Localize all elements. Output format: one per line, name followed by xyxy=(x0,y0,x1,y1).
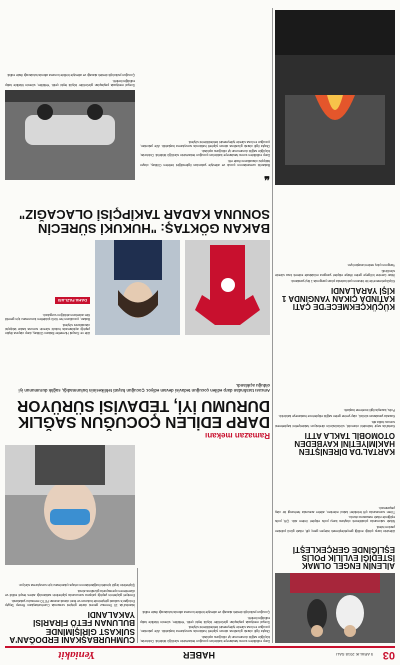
darp-paragraph: Çocuğun psikolojik destek alacağı ve ailesiyle birlikte koruma altında tutulacağı ifade edildi. xyxy=(141,610,270,615)
cumhurbaskani-paragraph: İstanbul'da 15 Temmuz gecesi darbe girişimi sırasında Cumhurbaşkanı Recep Tayyip Erdoğan'a suikast girişiminde bulunan ve firari olarak aranan FETÖ mensubu yakalandı. xyxy=(5,598,135,607)
baskan-paragraph: Aile ve Sosyal Hizmetler Bakanı Göktaş, darp olayına ilişkin yaptığı açıklamada hukuki sürecin sonuna kadar takipçisi olacaklarını söyledi. xyxy=(5,323,90,335)
kucukcekmece-paragraph: İhbar üzerine bölgeye gelen itfaiye ekipleri yangına müdahale ederek kısa sürede söndürdü. xyxy=(275,268,395,277)
fire-photo xyxy=(275,10,395,185)
kartal-paragraph: Kartal'da seyir halindeki otomobil, sürücüsünün direksiyon hakimiyetini kaybetmesi sonucu takla attı. xyxy=(275,419,395,428)
kartal-headline: KARTAL'DA DİRENİŞTEN HAKİMİYETİNİ KAYBEDEN OTOMOBİL TAKLA ATTI xyxy=(294,430,395,456)
darp-headline: DARP EDİLEN ÇOCUĞUN SAĞLIK DURUMU İYİ, TEDAVİSİ SÜRÜYOR xyxy=(17,397,270,430)
section-label: HABER xyxy=(182,650,215,660)
kucukcekmece-headline: KÜÇÜKÇEKMECE'DE ÇATI KATINDA ÇIKAN YANGINDA 1 KİŞİ YARALANDI xyxy=(281,285,395,311)
minister-photo-illustration xyxy=(95,240,180,335)
minister-photo xyxy=(95,240,180,335)
column-divider xyxy=(272,8,273,643)
darp-paragraph: Sosyal medyada paylaşılan görüntüler büyük tepki çekti. Yetkililer, sürecin titizlikle takip edildiğini belirtti. xyxy=(5,79,135,87)
car-crash-photo xyxy=(5,90,135,180)
kartal-story xyxy=(275,315,395,455)
darp-paragraph: Darp edildikten sonra hastaneye kaldırılan çocuğun tedavisinin sürdüğü bildirildi. Doktorlar, küçüğün sağlık durumunun iyi olduğunu açıkladı. xyxy=(140,149,270,158)
evlilik-paragraph: Tören sonrasında çift tebrikleri kabul ederken, aileler arasında herhangi bir olay yaşanmadı. xyxy=(275,505,395,514)
wedding-photo-illustration xyxy=(275,573,395,643)
masthead xyxy=(5,649,395,661)
darp-side-column xyxy=(5,240,90,335)
wedding-photo xyxy=(275,573,395,643)
darp-kicker: Ramazan mekanı xyxy=(205,431,270,440)
quote-mark-icon: ❝ xyxy=(264,169,270,181)
child-photo xyxy=(5,445,135,565)
evlilik-headline: AİLENİN ENGEL OLMAK İSTEDİĞİ EVLİLİK POLİS EŞLİĞİNDE GERÇEKLEŞTİ xyxy=(292,544,395,570)
jersey-photo xyxy=(185,240,270,335)
evlilik-paragraph: Ailesinin karşı çıktığı evliliği gerçekleştirmek isteyen genç çift, nikah günü polisten yardım istedi. xyxy=(275,525,395,533)
masthead-date: 5 ARALIK 2018 SALI xyxy=(335,652,373,657)
cumhurbaskani-headline: CUMHURBAŞKANI ERDOĞAN'A SUİKAST GİRİŞİMİNDE BULUNAN FETÖ FİRARİSİ YAKALANDI xyxy=(9,609,135,644)
cumhurbaskani-story xyxy=(5,568,135,643)
darp-headline-block xyxy=(5,340,270,440)
jersey-photo-illustration xyxy=(185,240,270,335)
child-photo-illustration xyxy=(5,445,135,565)
baskan-paragraph: Bakan, çocukların her türlü şiddetten korunması için gerekli tüm adımların atıldığını vurguladı. xyxy=(5,313,90,322)
cumhurbaskani-paragraph: Şüphelinin örgüt içindeki bağlantılarının ortaya çıkarılması için soruşturma sürüyor. xyxy=(18,583,135,588)
baskan-headline-block xyxy=(5,185,270,235)
page-number: 03 xyxy=(382,649,395,661)
baskan-paragraph: Bakanlık uzmanlarının çocuk ve ailesiyle yakından ilgilendiğini belirten Göktaş, olayın takipçisi olacaklarını ifade etti. xyxy=(140,159,270,167)
darp-paragraph: Çocuğun psikolojik destek alacağı ve ailesiyle birlikte koruma altında tutulacağı ifade edildi. xyxy=(6,73,135,78)
car-caption-area xyxy=(5,7,135,87)
brand-logo: Yeniakit xyxy=(58,649,95,661)
daha-fazlasi-button[interactable]: DAHA FAZLASI xyxy=(55,297,90,304)
kartal-paragraph: Kazada yaralanan sürücü, olay yerine gelen sağlık ekiplerince hastaneye kaldırıldı. xyxy=(278,413,395,418)
darp-deck: Amcası tarafından darp edilen çocuğun tedavisi devam ediyor. Çocuğun hayati tehlikesinin bulunmadığı, sağlık durumunun iyi olduğu açıklandı. xyxy=(18,383,270,393)
fire-photo-illustration xyxy=(275,10,395,185)
evlilik-paragraph: Nikah salonunda çıkabilecek olaylara karşı polis ekipleri önlem aldı. Çift, polis eşliğinde nikah masasına oturdu. xyxy=(275,515,395,524)
darp-paragraph: Darp edildikten sonra hastaneye kaldırılan çocuğun tedavisinin sürdüğü bildirildi. Doktorlar, küçüğün sağlık durumunun iyi olduğunu açıkladı. xyxy=(140,635,270,643)
masthead-rule xyxy=(5,647,395,649)
baskan-headline: BAKAN GÖKTAŞ: "HUKUKİ SÜRECİN SONUNA KADAR TAKİPÇİSİ OLACAĞIZ" xyxy=(19,207,270,236)
kucukcekmece-paragraph: Yangının çıkış nedeni araştırılıyor. xyxy=(347,263,395,268)
darp-paragraph: Olayla ilgili olarak gözaltına alınan şüpheli hakkında soruşturma başlatıldı. Aile yakınları, çocuğun en kısa sürede iyileşmesini beklediklerini söyledi. xyxy=(140,625,270,634)
cumhurbaskani-paragraph: Emniyet güçlerinin yaptığı çalışma sonucunda şüphelinin saklandığı adres tespit edildi ve düzenlenen operasyonla gözaltına alındı. xyxy=(5,588,135,597)
baskan-body-area xyxy=(140,10,270,180)
kucukcekmece-paragraph: Küçükçekmece'de bir binanın çatı katında çıkan yangında 1 kişi yaralandı. xyxy=(290,278,395,283)
kartal-paragraph: Polis, kazayla ilgili inceleme başlattı. xyxy=(343,408,395,413)
column-divider xyxy=(137,568,138,643)
darp-paragraph: Olayla ilgili olarak gözaltına alınan şüpheli hakkında soruşturma başlatıldı. Aile yakınları, çocuğun en kısa sürede iyileşmesini beklediklerini söyledi. xyxy=(140,139,270,148)
evlilik-story xyxy=(275,463,395,643)
car-crash-photo-illustration xyxy=(5,90,135,180)
kucukcekmece-story xyxy=(275,190,395,310)
darp-body-area xyxy=(140,538,270,643)
darp-paragraph: Sosyal medyada paylaşılan görüntüler büyük tepki çekti. Yetkililer, sürecin titizlikle takip edildiğini belirtti. xyxy=(140,615,270,624)
